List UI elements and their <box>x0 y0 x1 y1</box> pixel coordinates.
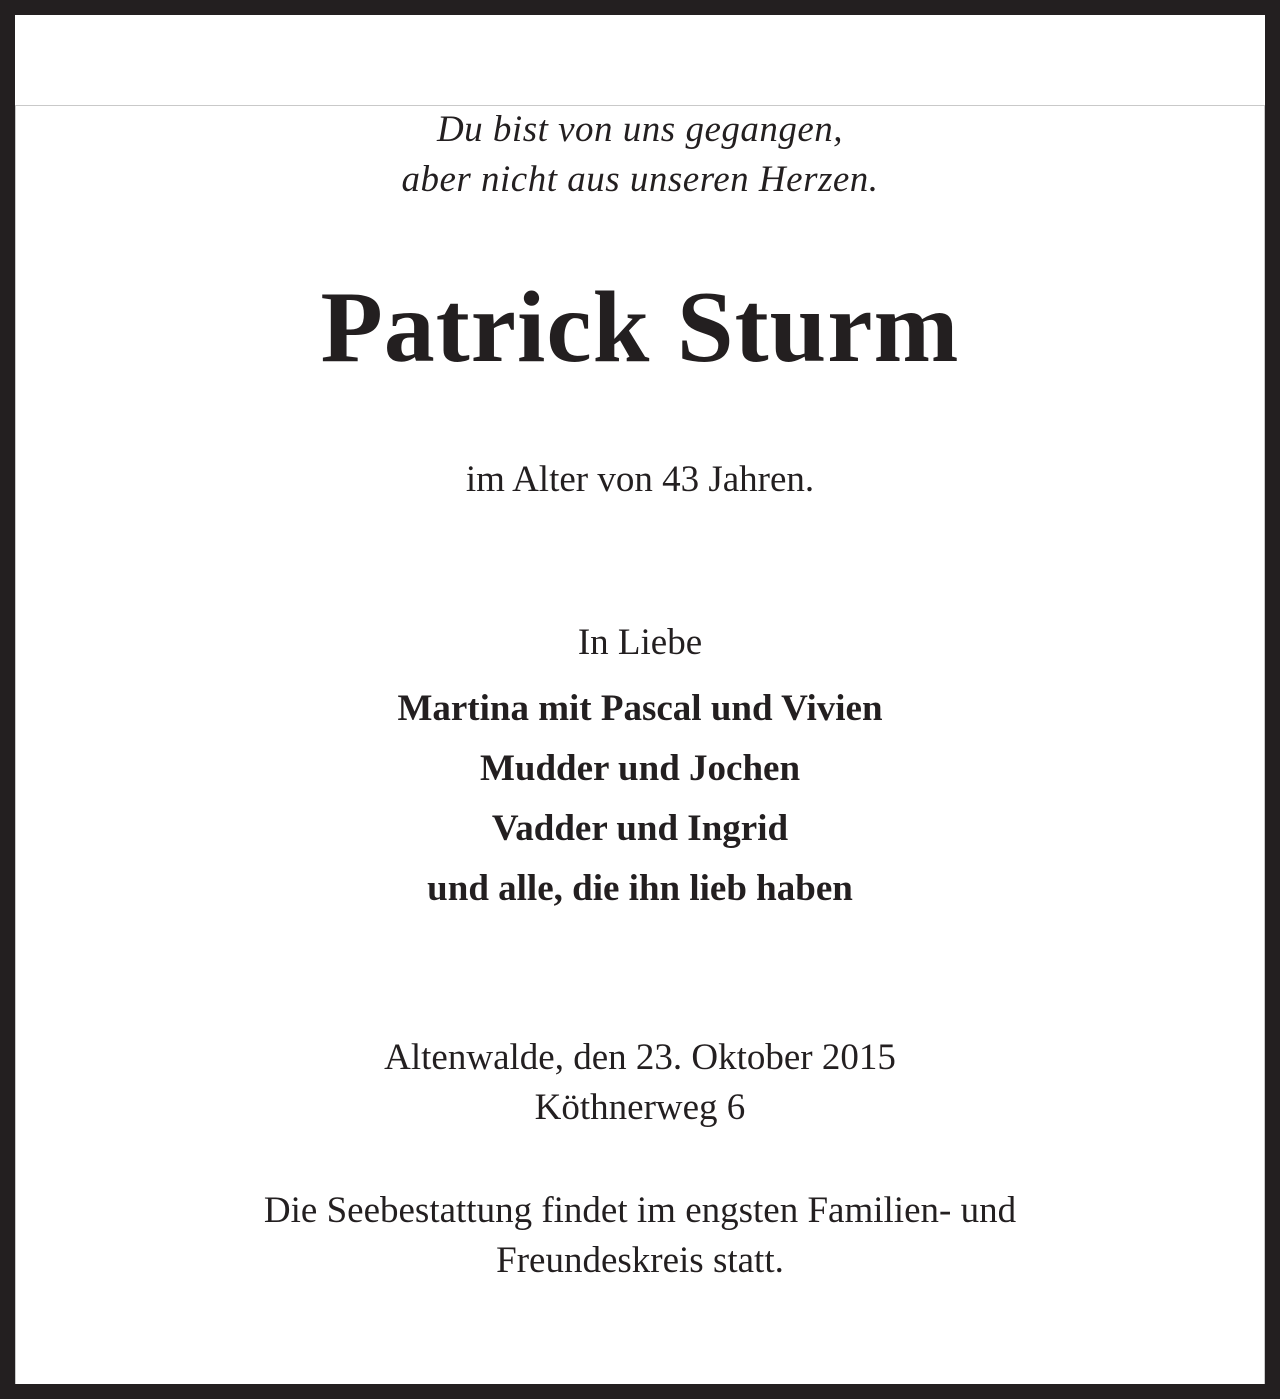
place-date-line: Altenwalde, den 23. Oktober 2015 <box>384 1037 896 1078</box>
epitaph-line-2: aber nicht aus unseren Herzen. <box>401 159 879 200</box>
closing-line: In Liebe <box>577 622 703 663</box>
funeral-info <box>15 1186 1265 1286</box>
obituary-notice <box>15 105 1265 1399</box>
epitaph <box>15 105 1265 205</box>
epitaph-line-1: Du bist von uns gegangen, <box>436 109 844 150</box>
funeral-info-line-1: Die Seebestattung findet im engsten Familien- und <box>263 1190 1017 1231</box>
age-line: im Alter von 43 Jahren. <box>465 459 815 500</box>
mourners-list <box>15 679 1265 919</box>
place-date-block <box>15 1033 1265 1133</box>
mourner-line: und alle, die ihn lieb haben <box>427 868 853 909</box>
deceased-name: Patrick Sturm <box>320 271 960 384</box>
address-line: Köthnerweg 6 <box>534 1087 746 1128</box>
funeral-info-line-2: Freundeskreis statt. <box>496 1240 784 1281</box>
mourner-line: Mudder und Jochen <box>479 748 801 789</box>
mourner-line: Vadder und Ingrid <box>491 808 789 849</box>
mourner-line: Martina mit Pascal und Vivien <box>397 688 883 729</box>
